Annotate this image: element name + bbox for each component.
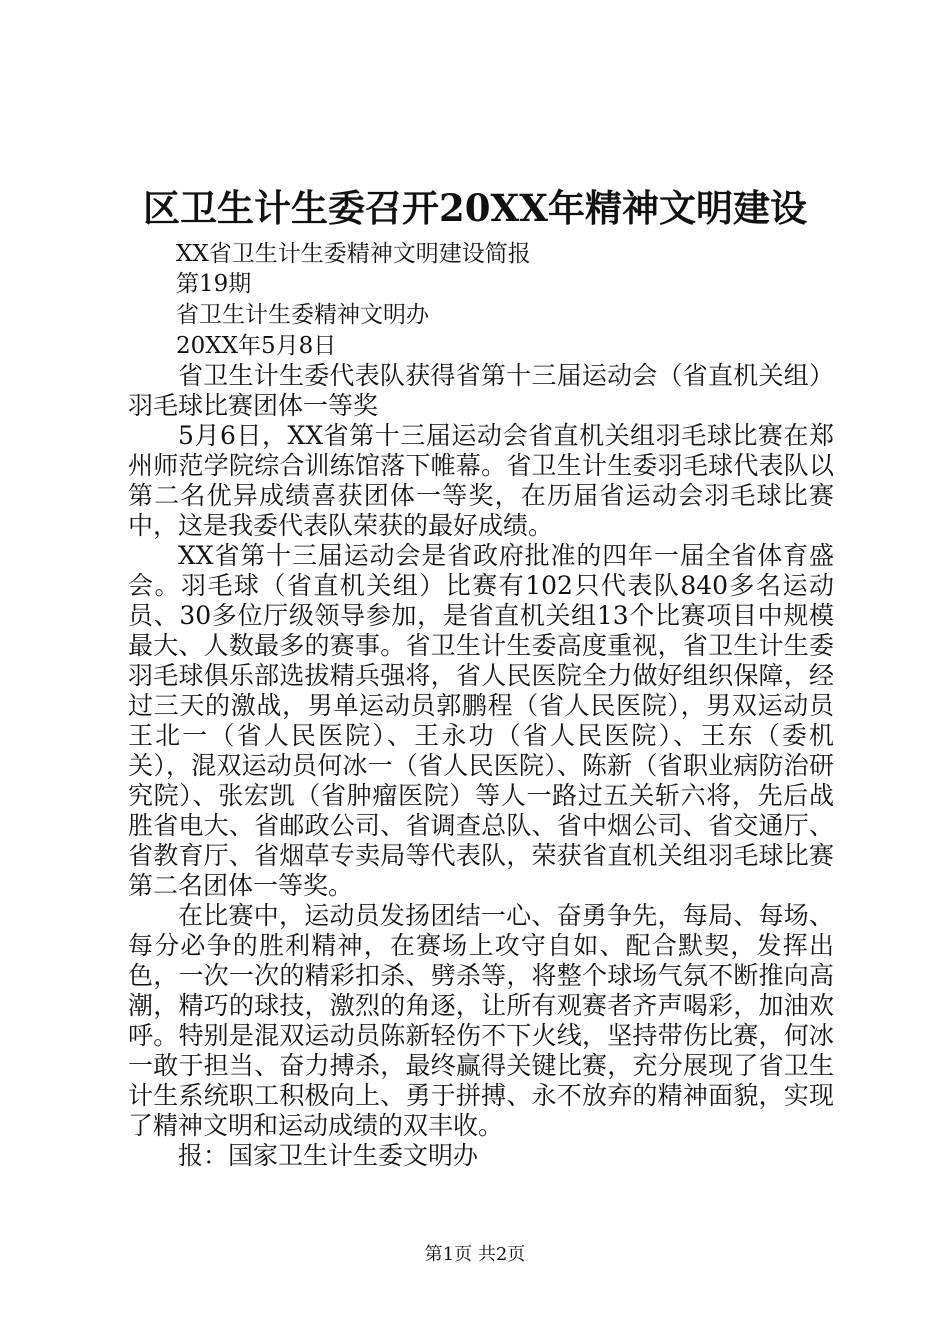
- bulletin-name: XX省卫生计生委精神文明建设简报: [176, 241, 531, 267]
- article-headline: 省卫生计生委代表队获得省第十三届运动会（省直机关组）羽毛球比赛团体一等奖: [128, 361, 834, 420]
- report-to-line: 报：国家卫生计生委文明办: [178, 1141, 479, 1170]
- issue-date: 20XX年5月8日: [176, 333, 337, 359]
- article-body: [128, 361, 834, 1171]
- page-footer: 第1页 共2页: [424, 1244, 526, 1265]
- paragraph-1: 5月6日，XX省第十三届运动会省直机关组羽毛球比赛在郑州师范学院综合训练馆落下帷幕。省卫生计生委羽毛球代表队以第二名优异成绩喜获团体一等奖，在历届省运动会羽毛球比赛中，这是我委代表队荣获的最好成绩。: [128, 421, 834, 540]
- issue-number: 第19期: [176, 271, 252, 297]
- paragraph-3: 在比赛中，运动员发扬团结一心、奋勇争先，每局、每场、每分必争的胜利精神，在赛场上攻守自如、配合默契，发挥出色，一次一次的精彩扣杀、劈杀等，将整个球场气氛不断推向高潮，精巧的球技，激烈的角逐，让所有观赛者齐声喝彩，加油欢呼。特别是混双运动员陈新轻伤不下火线，坚持带伤比赛，何冰一敢于担当、奋力搏杀，最终赢得关键比赛，充分展现了省卫生计生系统职工积极向上、勇于拼搏、永不放弃的精神面貌，实现了精神文明和运动成绩的双丰收。: [128, 901, 834, 1140]
- document-title: 区卫生计生委召开20XX年精神文明建设: [143, 186, 807, 230]
- issuing-office: 省卫生计生委精神文明办: [176, 302, 429, 328]
- paragraph-2: XX省第十三届运动会是省政府批准的四年一届全省体育盛会。羽毛球（省直机关组）比赛有102只代表队840多名运动员、30多位厅级领导参加，是省直机关组13个比赛项目中规模最大、人数最多的赛事。省卫生计生委高度重视，省卫生计生委羽毛球俱乐部选拔精兵强将，省人民医院全力做好组织保障，经过三天的激战，男单运动员郭鹏程（省人民医院），男双运动员王北一（省人民医院）、王永功（省人民医院）、王东（委机关），混双运动员何冰一（省人民医院）、陈新（省职业病防治研究院）、张宏凯（省肿瘤医院）等人一路过五关斩六将，先后战胜省电大、省邮政公司、省调查总队、省中烟公司、省交通厅、省教育厅、省烟草专卖局等代表队，荣获省直机关组羽毛球比赛第二名团体一等奖。: [128, 541, 834, 900]
